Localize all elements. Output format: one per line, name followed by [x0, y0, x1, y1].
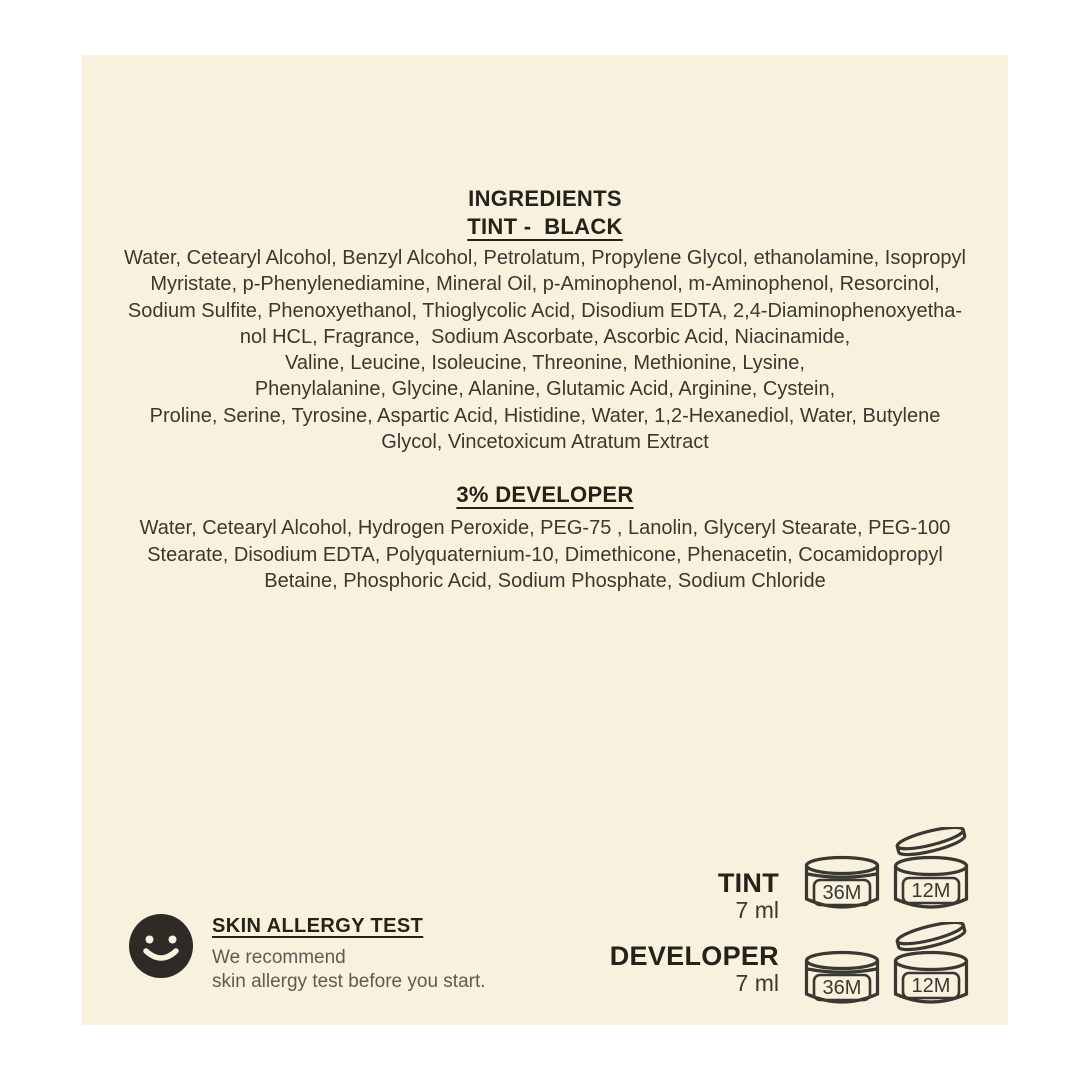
ingredient-line: Valine, Leucine, Isoleucine, Threonine, Methionine, Lysine, — [285, 352, 805, 375]
ingredient-line: Glycol, Vincetoxicum Atratum Extract — [381, 431, 709, 454]
tint-volume: 7 ml — [735, 897, 779, 923]
tint-ingredient-list — [82, 245, 1008, 455]
tint-open-jar-badge: 12M — [911, 880, 951, 902]
ingredient-line: Phenylalanine, Glycine, Alanine, Glutamic Acid, Arginine, Cystein, — [254, 378, 836, 401]
developer-heading-text: 3% DEVELOPER — [456, 482, 634, 508]
ingredient-line: Myristate, p-Phenylenediamine, Mineral Oil, p-Aminophenol, m-Aminophenol, Resorcinol, — [150, 273, 940, 296]
ingredient-line: Water, Cetearyl Alcohol, Hydrogen Peroxide, PEG-75 , Lanolin, Glyceryl Stearate, PEG-100 — [139, 517, 951, 540]
tint-pao-row — [717, 827, 970, 923]
open-jar-icon — [892, 827, 970, 915]
developer-closed-jar-badge: 36M — [822, 977, 862, 999]
ingredients-title: INGREDIENTS — [468, 186, 622, 211]
ingredient-line: Water, Cetearyl Alcohol, Benzyl Alcohol, Petrolatum, Propylene Glycol, ethanolamine, Isopropyl — [124, 247, 966, 269]
ingredient-line: nol HCL, Fragrance, Sodium Ascorbate, Ascorbic Acid, Niacinamide, — [239, 325, 851, 348]
ingredient-line: Sodium Sulfite, Phenoxyethanol, Thioglycolic Acid, Disodium EDTA, 2,4-Diaminophenoxyetha- — [127, 299, 963, 322]
developer-open-jar-badge: 12M — [911, 975, 951, 997]
smiley-face-icon — [128, 913, 194, 979]
ingredient-line: Proline, Serine, Tyrosine, Aspartic Acid, Histidine, Water, 1,2-Hexanediol, Water, Butylene — [149, 404, 941, 427]
skin-allergy-note — [128, 913, 486, 994]
tint-heading-text: TINT - BLACK — [467, 214, 623, 239]
ingredient-line: Betaine, Phosphoric Acid, Sodium Phosphate, Sodium Chloride — [264, 569, 826, 592]
tint-label: TINT — [717, 868, 779, 898]
developer-pao-row — [610, 922, 970, 1010]
skin-allergy-text — [212, 913, 486, 994]
ingredients-section — [82, 185, 1008, 594]
tint-closed-jar-badge: 36M — [822, 882, 862, 904]
developer-pao-labels — [610, 942, 779, 997]
skin-allergy-line-1: We recommend — [212, 947, 346, 968]
developer-volume: 7 ml — [735, 970, 779, 996]
developer-label: DEVELOPER — [609, 941, 779, 971]
ingredient-line: Stearate, Disodium EDTA, Polyquaternium-10, Dimethicone, Phenacetin, Cocamidopropyl — [147, 543, 943, 566]
developer-ingredient-list — [82, 515, 1008, 594]
closed-jar-icon — [803, 950, 881, 1010]
skin-allergy-title: SKIN ALLERGY TEST — [212, 915, 424, 937]
tint-pao-labels — [718, 869, 779, 924]
open-jar-icon — [892, 922, 970, 1010]
label-panel — [82, 55, 1008, 1025]
skin-allergy-line-2: skin allergy test before you start. — [212, 971, 486, 992]
developer-heading — [82, 481, 1008, 509]
tint-heading — [82, 213, 1008, 241]
closed-jar-icon — [803, 855, 881, 915]
